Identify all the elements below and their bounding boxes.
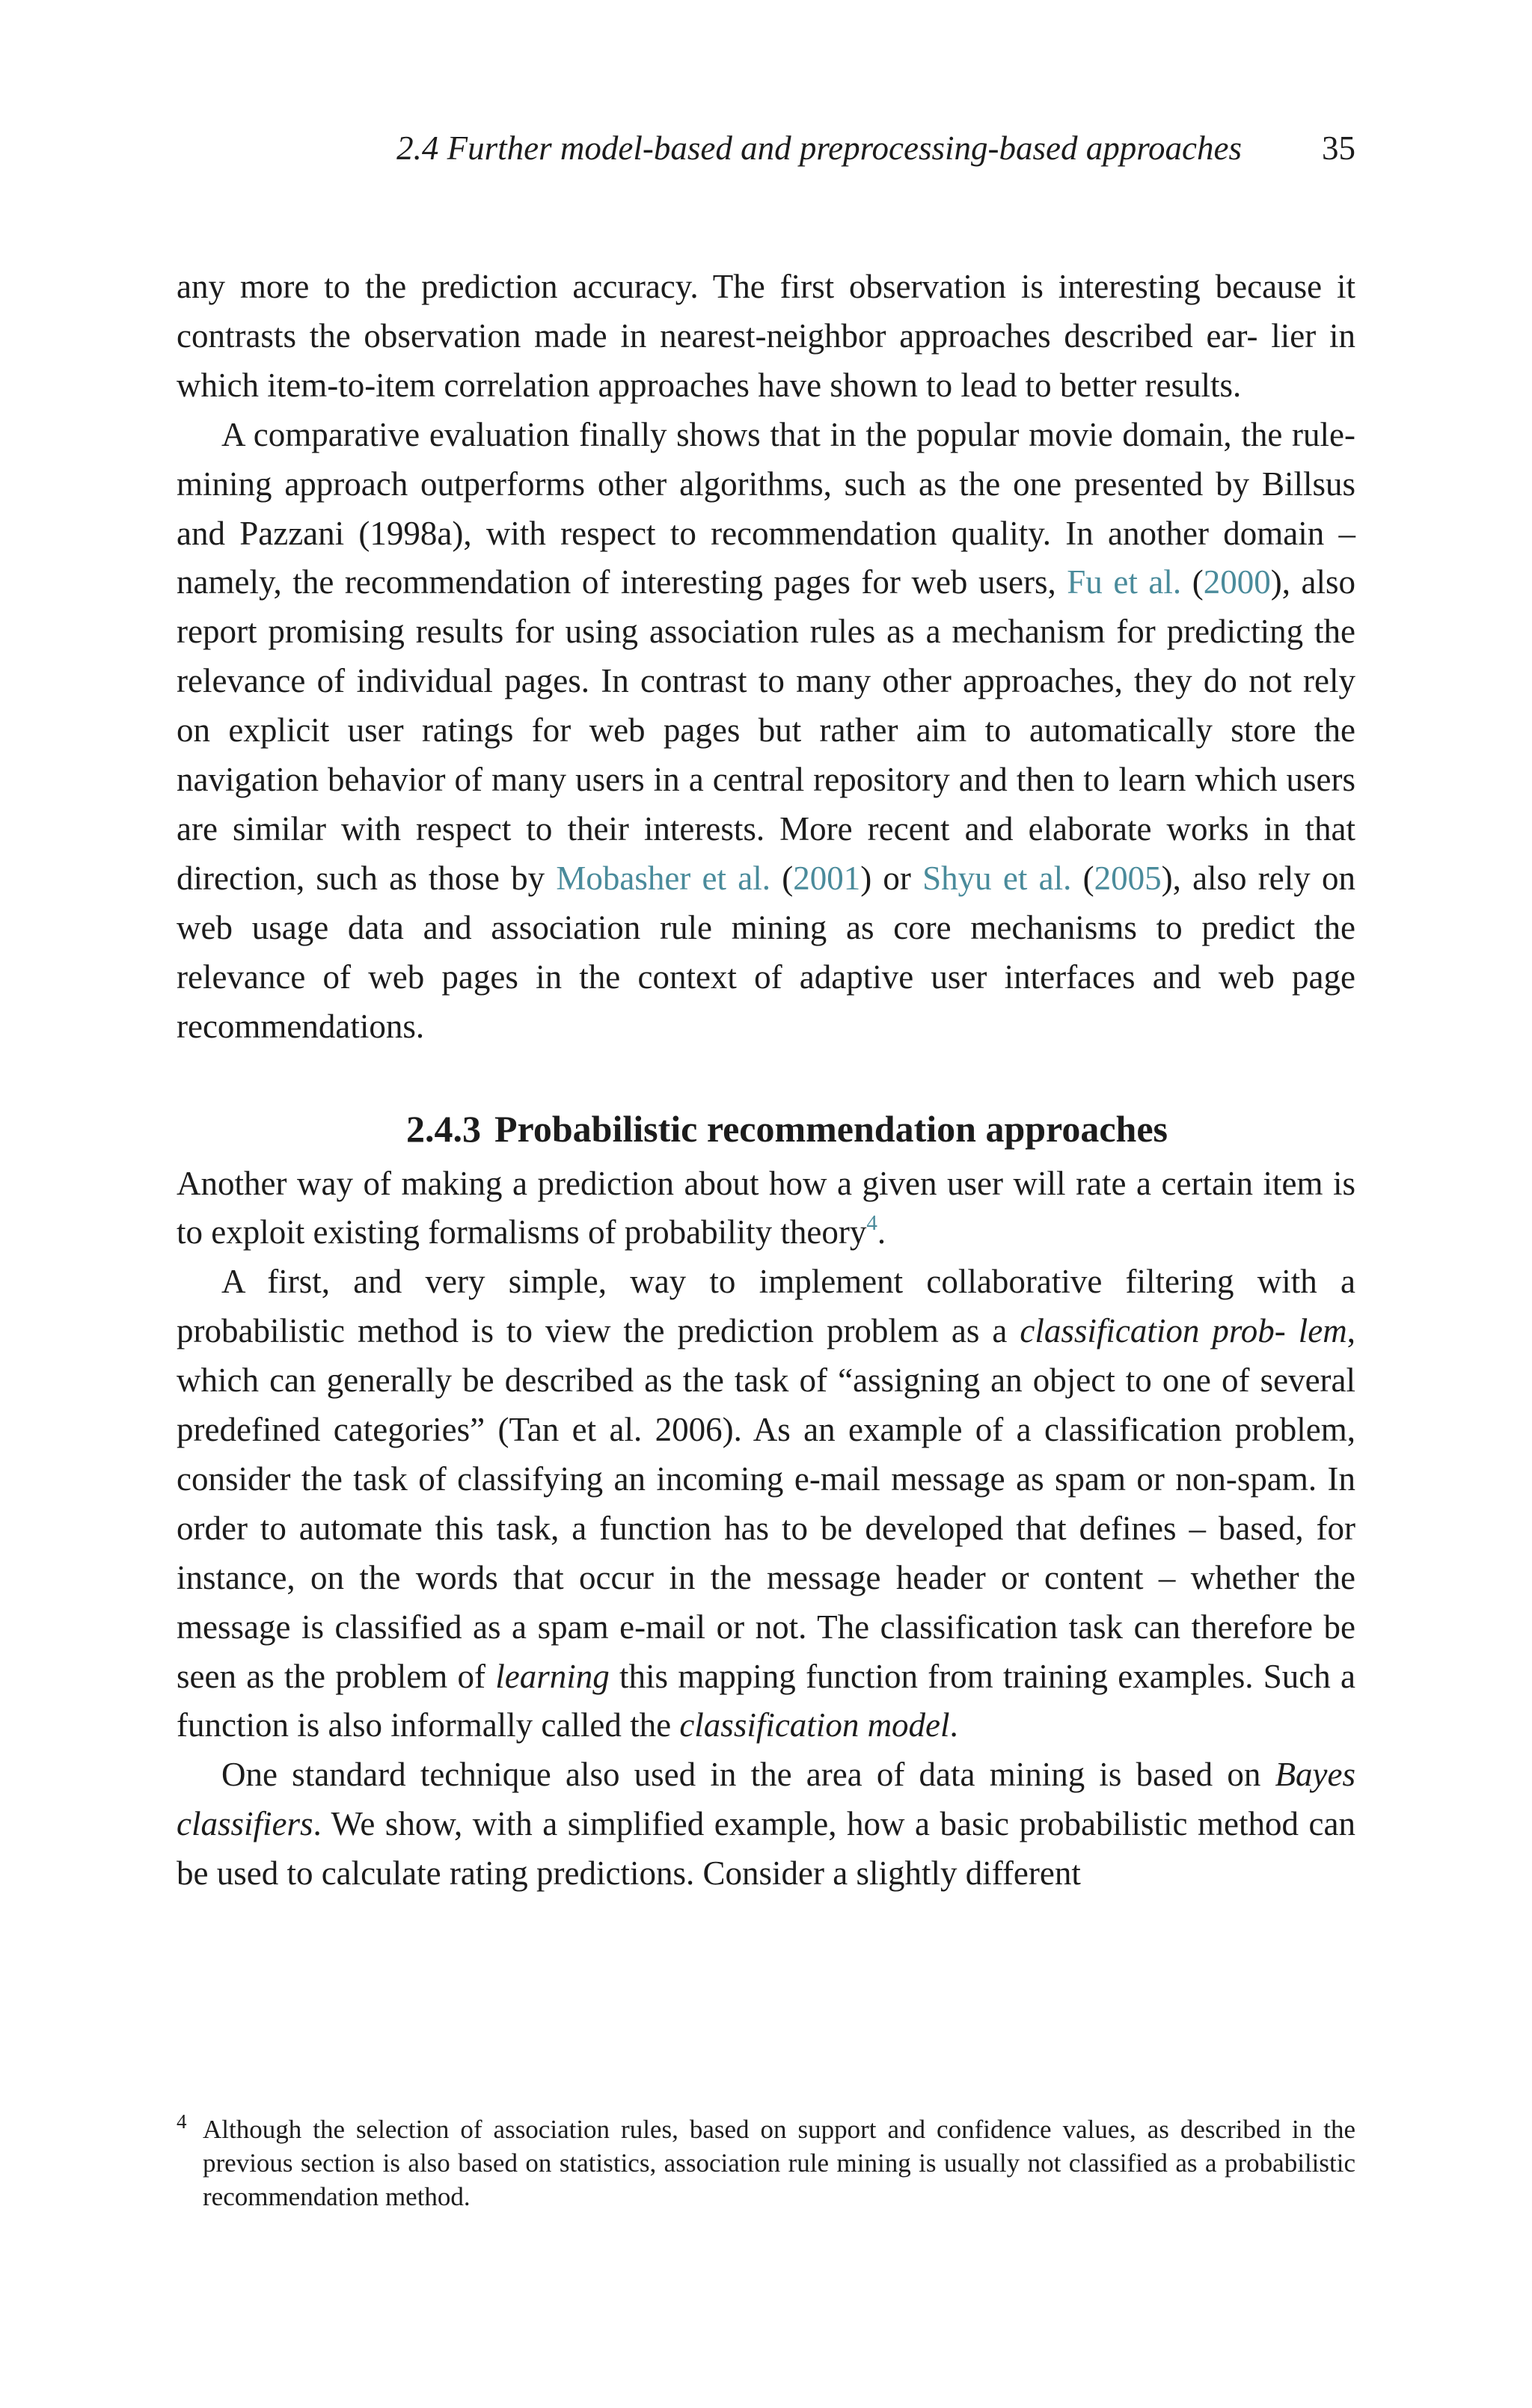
citation-link-shyu-author[interactable]: Shyu et al. [922,859,1072,897]
paragraph-continuation: any more to the prediction accuracy. The first observation is interesting because it contrasts the observation made in nearest-neighbor approaches described ear- lier in which item-to-item correlation approaches have shown to lead to better results. [177,268,1355,404]
footnote-text: Although the selection of association rules, based on support and confidence values, as described in the previous section is also based on statistics, association rule mining is usually not classified as a probabilistic recommendation method. [203,2115,1355,2211]
emphasis-classification-problem: classification prob- lem [1020,1312,1347,1350]
paragraph-comparative-evaluation: A comparative evaluation finally shows that in the popular movie domain, the rule-mining approach outperforms other algorithms, such as the one presented by Billsus and Pazzani (1998a), with respect to recommendation quality. In another domain – namely, the recommendation of interesting pages for web users, Fu et al. (2000), also report promising results for using association rules as a mechanism for predicting the relevance of individual pages. In contrast to many other approaches, they do not rely on explicit user ratings for web pages but rather aim to automatically store the navigation behavior of many users in a central repository and then to learn which users are similar with respect to their interests. More recent and elaborate works in that direction, such as those by Mobasher et al. (2001) or Shyu et al. (2005), also rely on web usage data and association rule mining as core mechanisms to predict the relevance of web pages in the context of adaptive user interfaces and web page recommendations. [177,415,1355,1045]
citation-link-fu-author[interactable]: Fu et al. [1067,563,1182,601]
footnote [177,2110,1355,2214]
paragraph-classification: A first, and very simple, way to implement collaborative filtering with a probabilistic method is to view the prediction problem as a classification prob- lem, which can generally be described as the task of “assigning an object to one of several predefined categories” (Tan et al. 2006). As an example of a classification problem, consider the task of classifying an incoming e-mail message as spam or non-spam. In order to automate this task, a function has to be developed that defines – based, for instance, on the words that occur in the message header or content – whether the message is classified as a spam e-mail or not. The classification task can therefore be seen as the problem of learning this mapping function from training examples. Such a function is also informally called the classification model. [177,1263,1355,1744]
emphasis-classification-model: classification model [679,1706,950,1744]
citation-link-shyu-year[interactable]: 2005 [1094,859,1162,897]
page-number: 35 [1322,129,1355,167]
emphasis-bayes-classifiers: Bayes classifiers [177,1756,1355,1843]
citation-link-mobasher-author[interactable]: Mobasher et al. [556,859,770,897]
section-heading [177,1100,1355,1158]
running-title: 2.4 Further model-based and preprocessing-based approaches [396,129,1242,167]
paragraph-probability-intro: Another way of making a prediction about how a given user will rate a certain item is to exploit existing formalisms of probability theory$^4$. [177,1164,1355,1252]
emphasis-learning: learning [495,1657,610,1695]
footnote-mark: 4 [177,2110,187,2133]
citation-link-fu-year[interactable]: 2000 [1203,563,1271,601]
main-text [177,263,1355,1899]
section-number: 2.4.3 [406,1107,481,1150]
paragraph-bayes: One standard technique also used in the area of data mining is based on Bayes classifiers. We show, with a simplified example, how a basic probabilistic method can be used to calculate rating predictions. Consider a slightly different [177,1756,1355,1893]
footnote-reference[interactable]: 4 [866,1211,877,1236]
book-page [177,0,1355,2408]
running-header [177,126,1355,171]
section-title: Probabilistic recommendation approaches [494,1107,1168,1150]
citation-link-mobasher-year[interactable]: 2001 [793,859,861,897]
